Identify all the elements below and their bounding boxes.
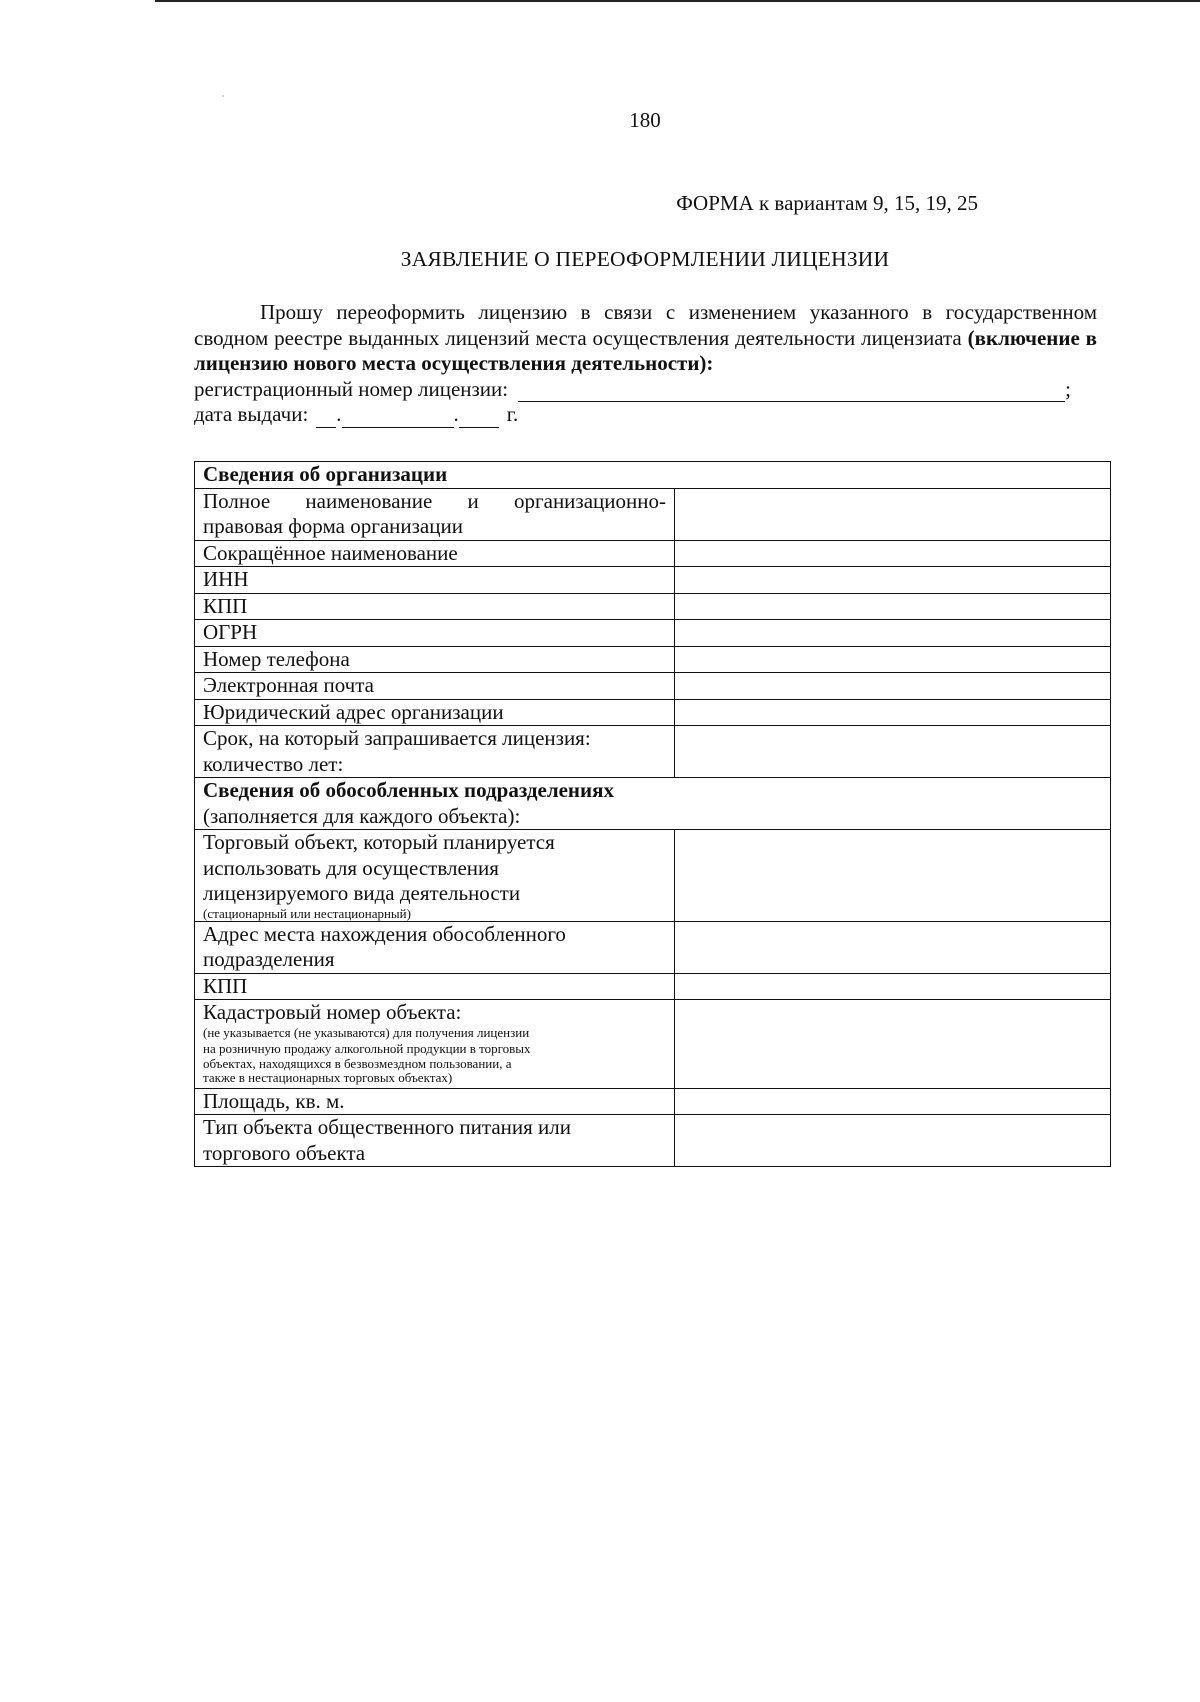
org-section-header-row	[195, 462, 1111, 489]
full-name-label	[195, 488, 675, 540]
issue-date-dot-1: .	[336, 402, 342, 426]
issue-date-year-field[interactable]	[459, 408, 499, 428]
table-row	[195, 673, 1111, 700]
issue-date-label: дата выдачи:	[194, 402, 309, 426]
cadastral-note-line-2: на розничную продажу алкогольной продукции в торговых	[203, 1041, 531, 1056]
table-row	[195, 1088, 1111, 1115]
table-row	[195, 646, 1111, 673]
kpp-field[interactable]	[675, 593, 1111, 620]
table-row	[195, 973, 1111, 1000]
cadastral-note-line-4: также в нестационарных торговых объектах)	[203, 1070, 453, 1085]
branch-address-field[interactable]	[675, 921, 1111, 973]
branch-kpp-field[interactable]	[675, 973, 1111, 1000]
issue-date-month-field[interactable]	[342, 408, 454, 428]
intro-block	[194, 300, 1097, 428]
application-form-table	[194, 461, 1111, 1167]
document-title: ЗАЯВЛЕНИЕ О ПЕРЕОФОРМЛЕНИИ ЛИЦЕНЗИИ	[400, 247, 890, 271]
registration-number-field[interactable]	[518, 382, 1065, 402]
short-name-label: Сокращённое наименование	[195, 540, 675, 567]
short-name-field[interactable]	[675, 540, 1111, 567]
inn-label: ИНН	[195, 567, 675, 594]
table-row	[195, 830, 1111, 922]
object-type-line-2: торгового объекта	[203, 1140, 366, 1165]
trade-object-label	[195, 830, 675, 922]
full-name-field[interactable]	[675, 488, 1111, 540]
inn-field[interactable]	[675, 567, 1111, 594]
email-field[interactable]	[675, 673, 1111, 700]
ogrn-label: ОГРН	[195, 620, 675, 647]
license-term-field[interactable]	[675, 726, 1111, 778]
table-row	[195, 1000, 1111, 1089]
object-type-field[interactable]	[675, 1115, 1111, 1167]
branch-section-subheader: (заполняется для каждого объекта):	[203, 803, 521, 828]
ogrn-field[interactable]	[675, 620, 1111, 647]
issue-date-day-field[interactable]	[316, 408, 336, 428]
full-name-label-line-1: Полное наименование и организационно-	[203, 488, 666, 513]
branch-section-header-row	[195, 778, 1111, 830]
phone-field[interactable]	[675, 646, 1111, 673]
registration-number-label: регистрационный номер лицензии:	[194, 376, 509, 401]
table-row	[195, 593, 1111, 620]
area-label: Площадь, кв. м.	[195, 1088, 675, 1115]
legal-address-label: Юридический адрес организации	[195, 699, 675, 726]
table-row	[195, 699, 1111, 726]
object-type-label	[195, 1115, 675, 1167]
license-term-label	[195, 726, 675, 778]
branch-section-header-cell	[195, 778, 1111, 830]
table-row	[195, 726, 1111, 778]
license-term-label-line-2: количество лет:	[203, 751, 344, 776]
table-row	[195, 567, 1111, 594]
org-section-header: Сведения об организации	[195, 462, 1111, 489]
cadastral-label	[195, 1000, 675, 1089]
trade-object-line-3: лицензируемого вида деятельности	[203, 881, 521, 905]
page-number: 180	[629, 108, 661, 132]
trade-object-line-1: Торговый объект, который планируется	[203, 830, 555, 854]
email-label: Электронная почта	[195, 673, 675, 700]
cadastral-label-text: Кадастровый номер объекта:	[203, 1000, 462, 1024]
issue-date-suffix: г.	[506, 402, 519, 426]
cadastral-note-line-1: (не указывается (не указываются) для получения лицензии	[203, 1024, 530, 1040]
area-field[interactable]	[675, 1088, 1111, 1115]
branch-section-header: Сведения об обособленных подразделениях	[203, 778, 614, 802]
phone-label: Номер телефона	[195, 646, 675, 673]
kpp-label: КПП	[195, 593, 675, 620]
table-row	[195, 488, 1111, 540]
cadastral-field[interactable]	[675, 1000, 1111, 1089]
table-row	[195, 1115, 1111, 1167]
scan-top-edge	[155, 0, 1200, 2]
table-row	[195, 620, 1111, 647]
issue-date-line	[194, 402, 1097, 428]
intro-bold-text: (включение в лицензию нового места осуществления деятельности):	[194, 325, 1098, 375]
scan-speck	[222, 95, 224, 97]
registration-number-line	[194, 377, 1097, 403]
legal-address-field[interactable]	[675, 699, 1111, 726]
registration-number-end: ;	[1065, 376, 1071, 401]
branch-kpp-label: КПП	[195, 973, 675, 1000]
form-reference: ФОРМА к вариантам 9, 15, 19, 25	[676, 191, 978, 215]
full-name-label-line-2: правовая форма организации	[203, 514, 463, 538]
intro-paragraph	[194, 300, 1097, 377]
license-term-label-line-1: Срок, на который запрашивается лицензия:	[203, 726, 591, 750]
table-row	[195, 921, 1111, 973]
branch-address-line-2: подразделения	[203, 947, 335, 971]
trade-object-field[interactable]	[675, 830, 1111, 922]
object-type-line-1: Тип объекта общественного питания или	[203, 1115, 572, 1139]
issue-date-dot-2: .	[453, 402, 459, 426]
intro-text: Прошу переоформить лицензию в связи с изменением указанного в государственном сводном реестре выданных лицензий места осуществления деятельности лицензиата	[194, 300, 1097, 350]
branch-address-line-1: Адрес места нахождения обособленного	[203, 921, 566, 946]
branch-address-label	[195, 921, 675, 973]
trade-object-line-2: использовать для осуществления	[203, 855, 499, 880]
table-row	[195, 540, 1111, 567]
trade-object-note: (стационарный или нестационарный)	[203, 905, 411, 921]
cadastral-note-line-3: объектах, находящихся в безвозмездном пользовании, а	[203, 1055, 512, 1071]
